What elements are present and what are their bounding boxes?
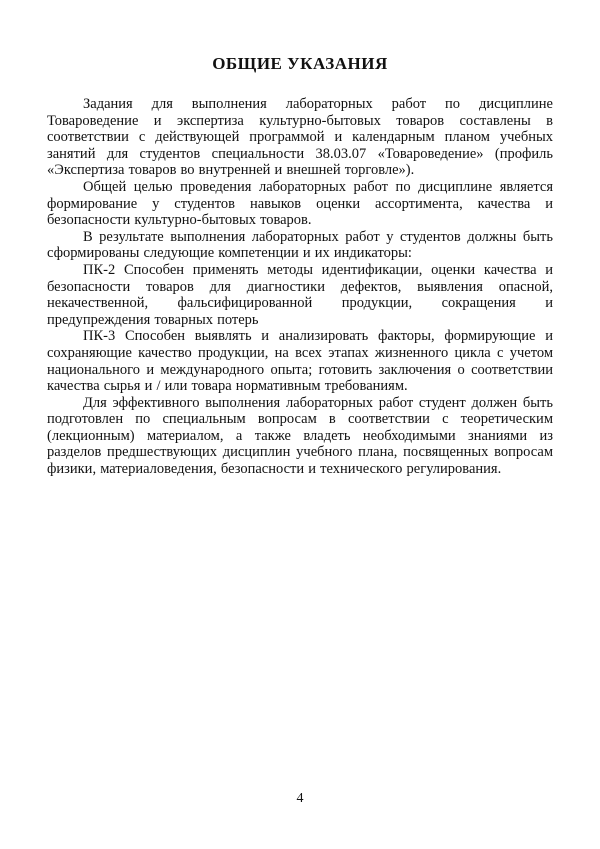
body-text <box>47 96 553 478</box>
page-content <box>47 54 553 478</box>
paragraph-preparation: Для эффективного выполнения лабораторных работ студент должен быть подготовлен по специальным вопросам в соответствии с теоретическим (лекционным) материалом, а также владеть необходимыми знаниями из разделов предшествующих дисциплин учебного плана, посвященных вопросам физики, материаловедения, безопасности и технического регулирования. <box>47 394 553 478</box>
paragraph-pk3: ПК-3 Способен выявлять и анализировать факторы, формирующие и сохраняющие качество продукции, на всех этапах жизненного цикла с учетом национального и международного опыта; готовить заключения о соответствии качества сырья и / или товара нормативным требованиям. <box>47 328 553 395</box>
paragraph-pk2: ПК-2 Способен применять методы идентификации, оценки качества и безопасности товаров для диагностики дефектов, выявления опасной, некачественной, фальсифицированной продукции, сокращения и предупреждения товарных потерь <box>47 261 553 328</box>
paragraph-competencies-lead: В результате выполнения лабораторных работ у студентов должны быть сформированы следующие компетенции и их индикаторы: <box>47 228 553 262</box>
paragraph-intro: Задания для выполнения лабораторных работ по дисциплине Товароведение и экспертиза культурно-бытовых товаров составлены в соответствии с действующей программой и календарным планом учебных занятий для студентов специальности 38.03.07 «Товароведение» (профиль «Экспертиза товаров во внутренней и внешней торговле»). <box>47 96 553 179</box>
page-title: ОБЩИЕ УКАЗАНИЯ <box>212 54 388 73</box>
page-number: 4 <box>296 791 304 806</box>
paragraph-goal: Общей целью проведения лабораторных работ по дисциплине является формирование у студентов навыков оценки ассортимента, качества и безопасности культурно-бытовых товаров. <box>47 178 553 229</box>
